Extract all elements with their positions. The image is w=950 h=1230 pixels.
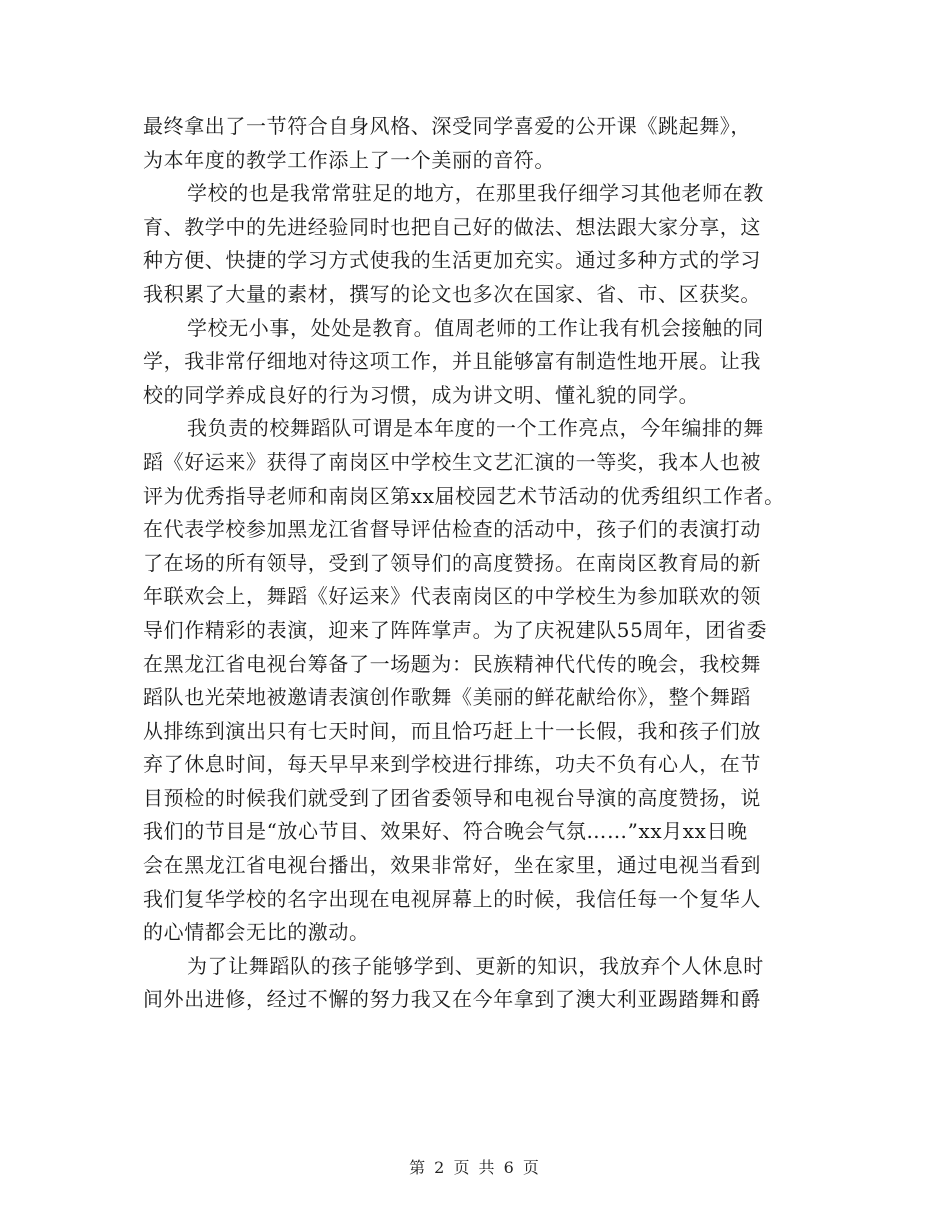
text-line: 蹈队也光荣地被邀请表演创作歌舞《美丽的鲜花献给你》，整个舞蹈 [143, 685, 751, 710]
page-footer: 第 2 页 共 6 页 [409, 1158, 541, 1177]
text-line: 为了让舞蹈队的孩子能够学到、更新的知识，我放弃个人休息时 [187, 953, 764, 978]
text-line: 育、教学中的先进经验同时也把自己好的做法、想法跟大家分享，这 [143, 214, 761, 239]
text-line: 为本年度的教学工作添上了一个美丽的音符。 [143, 147, 555, 172]
text-line: 学校的也是我常常驻足的地方，在那里我仔细学习其他老师在教 [187, 181, 764, 206]
text-line: 目预检的时候我们就受到了团省委领导和电视台导演的高度赞扬，说 [143, 785, 761, 810]
text-line: 了在场的所有领导，受到了领导们的高度赞扬。在南岗区教育局的新 [143, 550, 761, 575]
text-line: 蹈《好运来》获得了南岗区中学校生文艺汇演的一等奖，我本人也被 [143, 449, 761, 474]
text-line: 最终拿出了一节符合自身风格、深受同学喜爱的公开课《跳起舞》， [143, 114, 751, 138]
text-line: 年联欢会上，舞蹈《好运来》代表南岗区的中学校生为参加联欢的领 [143, 584, 761, 609]
body-text [143, 110, 833, 1017]
text-line: 学，我非常仔细地对待这项工作，并且能够富有制造性地开展。让我 [143, 349, 761, 374]
text-line: 评为优秀指导老师和南岗区第xx届校园艺术节活动的优秀组织工作者。 [143, 483, 785, 508]
text-line: 会在黑龙江省电视台播出，效果非常好，坐在家里，通过电视当看到 [143, 853, 761, 878]
text-line: 导们作精彩的表演，迎来了阵阵掌声。为了庆祝建队55周年，团省委 [143, 617, 768, 642]
text-line: 我们的节目是“放心节目、效果好、符合晚会气氛……”xx月xx日晚 [143, 819, 748, 844]
text-line: 弃了休息时间，每天早早来到学校进行排练，功夫不负有心人，在节 [143, 752, 761, 777]
text-line: 间外出进修，经过不懈的努力我又在今年拿到了澳大利亚踢踏舞和爵 [143, 987, 761, 1012]
text-line: 从排练到演出只有七天时间，而且恰巧赶上十一长假，我和孩子们放 [143, 718, 761, 743]
text-line: 在黑龙江省电视台筹备了一场题为：民族精神代代传的晚会，我校舞 [143, 651, 761, 676]
text-line: 校的同学养成良好的行为习惯，成为讲文明、懂礼貌的同学。 [143, 382, 700, 407]
text-line: 的心情都会无比的激动。 [143, 920, 370, 945]
text-line: 我们复华学校的名字出现在电视屏幕上的时候，我信任每一个复华人 [143, 886, 761, 911]
text-line: 我负责的校舞蹈队可谓是本年度的一个工作亮点，今年编排的舞 [187, 416, 764, 441]
text-line: 我积累了大量的素材，撰写的论文也多次在国家、省、市、区获奖。 [143, 281, 761, 306]
text-line: 在代表学校参加黑龙江省督导评估检查的活动中，孩子们的表演打动 [143, 517, 761, 542]
text-line: 学校无小事，处处是教育。值周老师的工作让我有机会接触的同 [187, 315, 764, 340]
text-line: 种方便、快捷的学习方式使我的生活更加充实。通过多种方式的学习 [143, 248, 761, 273]
